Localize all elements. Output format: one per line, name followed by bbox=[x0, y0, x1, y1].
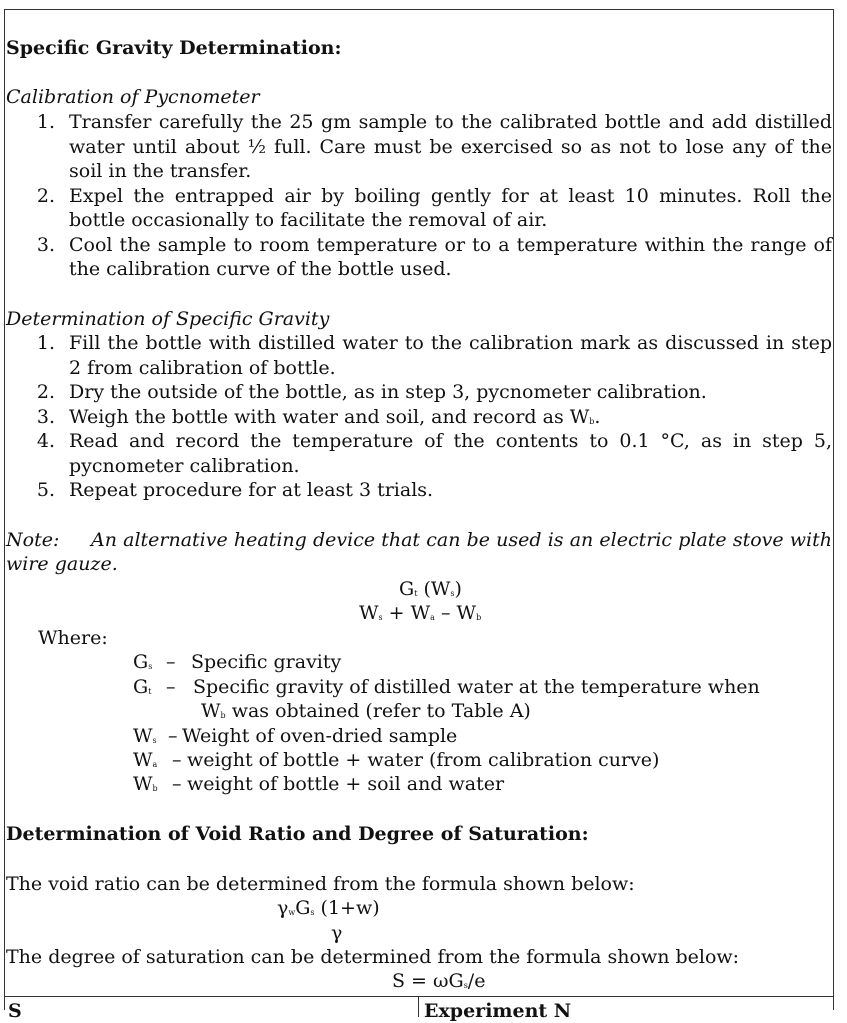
specific-gravity-heading: Specific Gravity Determination: bbox=[6, 37, 342, 59]
definition-symbol: Gt bbox=[133, 676, 152, 698]
void-ratio-formula-denominator: γ bbox=[331, 922, 343, 944]
determination-step-2-line-1: Dry the outside of the bottle, as in step 3, pycnometer calibration. bbox=[69, 381, 707, 403]
definition-symbol: Ws bbox=[133, 725, 157, 747]
definition-text: weight of bottle + soil and water bbox=[187, 773, 505, 795]
definition-text: Weight of oven-dried sample bbox=[182, 725, 458, 747]
gs-formula-numerator: Gt (Ws) bbox=[399, 578, 462, 600]
document-page bbox=[4, 9, 834, 1022]
determination-step-1-number: 1. bbox=[36, 332, 55, 354]
saturation-intro: The degree of saturation can be determined from the formula shown below: bbox=[6, 946, 740, 968]
calibration-title: Calibration of Pycnometer bbox=[6, 86, 260, 108]
definition-dash: – bbox=[166, 676, 176, 698]
definition-dash: – bbox=[166, 651, 176, 673]
void-ratio-formula-numerator: γwGs (1+w) bbox=[277, 897, 380, 919]
note-text-line-2: wire gauze. bbox=[6, 553, 118, 575]
table-header-right: Experiment N bbox=[424, 1000, 572, 1022]
definition-symbol: Gs bbox=[133, 651, 153, 673]
calibration-step-3-number: 3. bbox=[36, 234, 55, 256]
calibration-step-2-line-2: bottle occasionally to facilitate the removal of air. bbox=[69, 209, 548, 231]
definition-symbol: Wa bbox=[133, 749, 158, 771]
determination-step-4-line-1: Read and record the temperature of the contents to 0.1 °C, as in step 5, bbox=[69, 430, 832, 452]
definition-text: weight of bottle + water (from calibration curve) bbox=[187, 749, 660, 771]
data-table-top bbox=[5, 996, 833, 1022]
calibration-step-1-line-2: water until about ½ full. Care must be exercised so as not to lose any of the bbox=[69, 136, 832, 158]
definition-dash: – bbox=[168, 725, 178, 747]
determination-title: Determination of Specific Gravity bbox=[6, 308, 330, 330]
void-ratio-heading: Determination of Void Ratio and Degree of Saturation: bbox=[6, 823, 589, 845]
table-header-left: S bbox=[8, 1000, 22, 1022]
calibration-step-3-line-2: the calibration curve of the bottle used. bbox=[69, 258, 452, 280]
calibration-step-2-line-1: Expel the entrapped air by boiling gently for at least 10 minutes. Roll the bbox=[69, 185, 832, 207]
determination-step-5-line-1: Repeat procedure for at least 3 trials. bbox=[69, 479, 434, 501]
determination-step-5-number: 5. bbox=[36, 479, 55, 501]
determination-step-1-line-2: 2 from calibration of bottle. bbox=[69, 357, 336, 379]
void-ratio-intro: The void ratio can be determined from the formula shown below: bbox=[6, 873, 635, 895]
definition-text-continuation: Wb was obtained (refer to Table A) bbox=[201, 700, 531, 722]
note-label: Note: bbox=[6, 529, 60, 551]
calibration-step-3-line-1: Cool the sample to room temperature or to a temperature within the range of bbox=[69, 234, 832, 256]
calibration-step-1-number: 1. bbox=[36, 111, 55, 133]
determination-step-2-number: 2. bbox=[36, 381, 55, 403]
calibration-step-1-line-1: Transfer carefully the 25 gm sample to the calibrated bottle and add distilled bbox=[69, 111, 832, 133]
calibration-step-1-line-3: soil in the transfer. bbox=[69, 160, 252, 182]
where-label: Where: bbox=[38, 627, 108, 649]
determination-step-4-line-2: pycnometer calibration. bbox=[69, 455, 300, 477]
determination-step-3-line-1: Weigh the bottle with water and soil, and record as Wb. bbox=[69, 406, 601, 428]
gs-formula-denominator: Ws + Wa – Wb bbox=[359, 602, 482, 624]
determination-step-3-number: 3. bbox=[36, 406, 55, 428]
saturation-formula: S = ωGs/e bbox=[392, 970, 486, 992]
determination-step-4-number: 4. bbox=[36, 430, 55, 452]
determination-step-1-line-1: Fill the bottle with distilled water to the calibration mark as discussed in step bbox=[69, 332, 832, 354]
definition-dash: – bbox=[172, 773, 182, 795]
note-text-line-1: An alternative heating device that can be used is an electric plate stove with bbox=[91, 529, 832, 551]
definition-text: Specific gravity bbox=[191, 651, 342, 673]
definition-symbol: Wb bbox=[133, 773, 158, 795]
table-column-divider bbox=[418, 997, 419, 1017]
definition-dash: – bbox=[172, 749, 182, 771]
calibration-step-2-number: 2. bbox=[36, 185, 55, 207]
definition-text: Specific gravity of distilled water at the temperature when bbox=[193, 676, 760, 698]
